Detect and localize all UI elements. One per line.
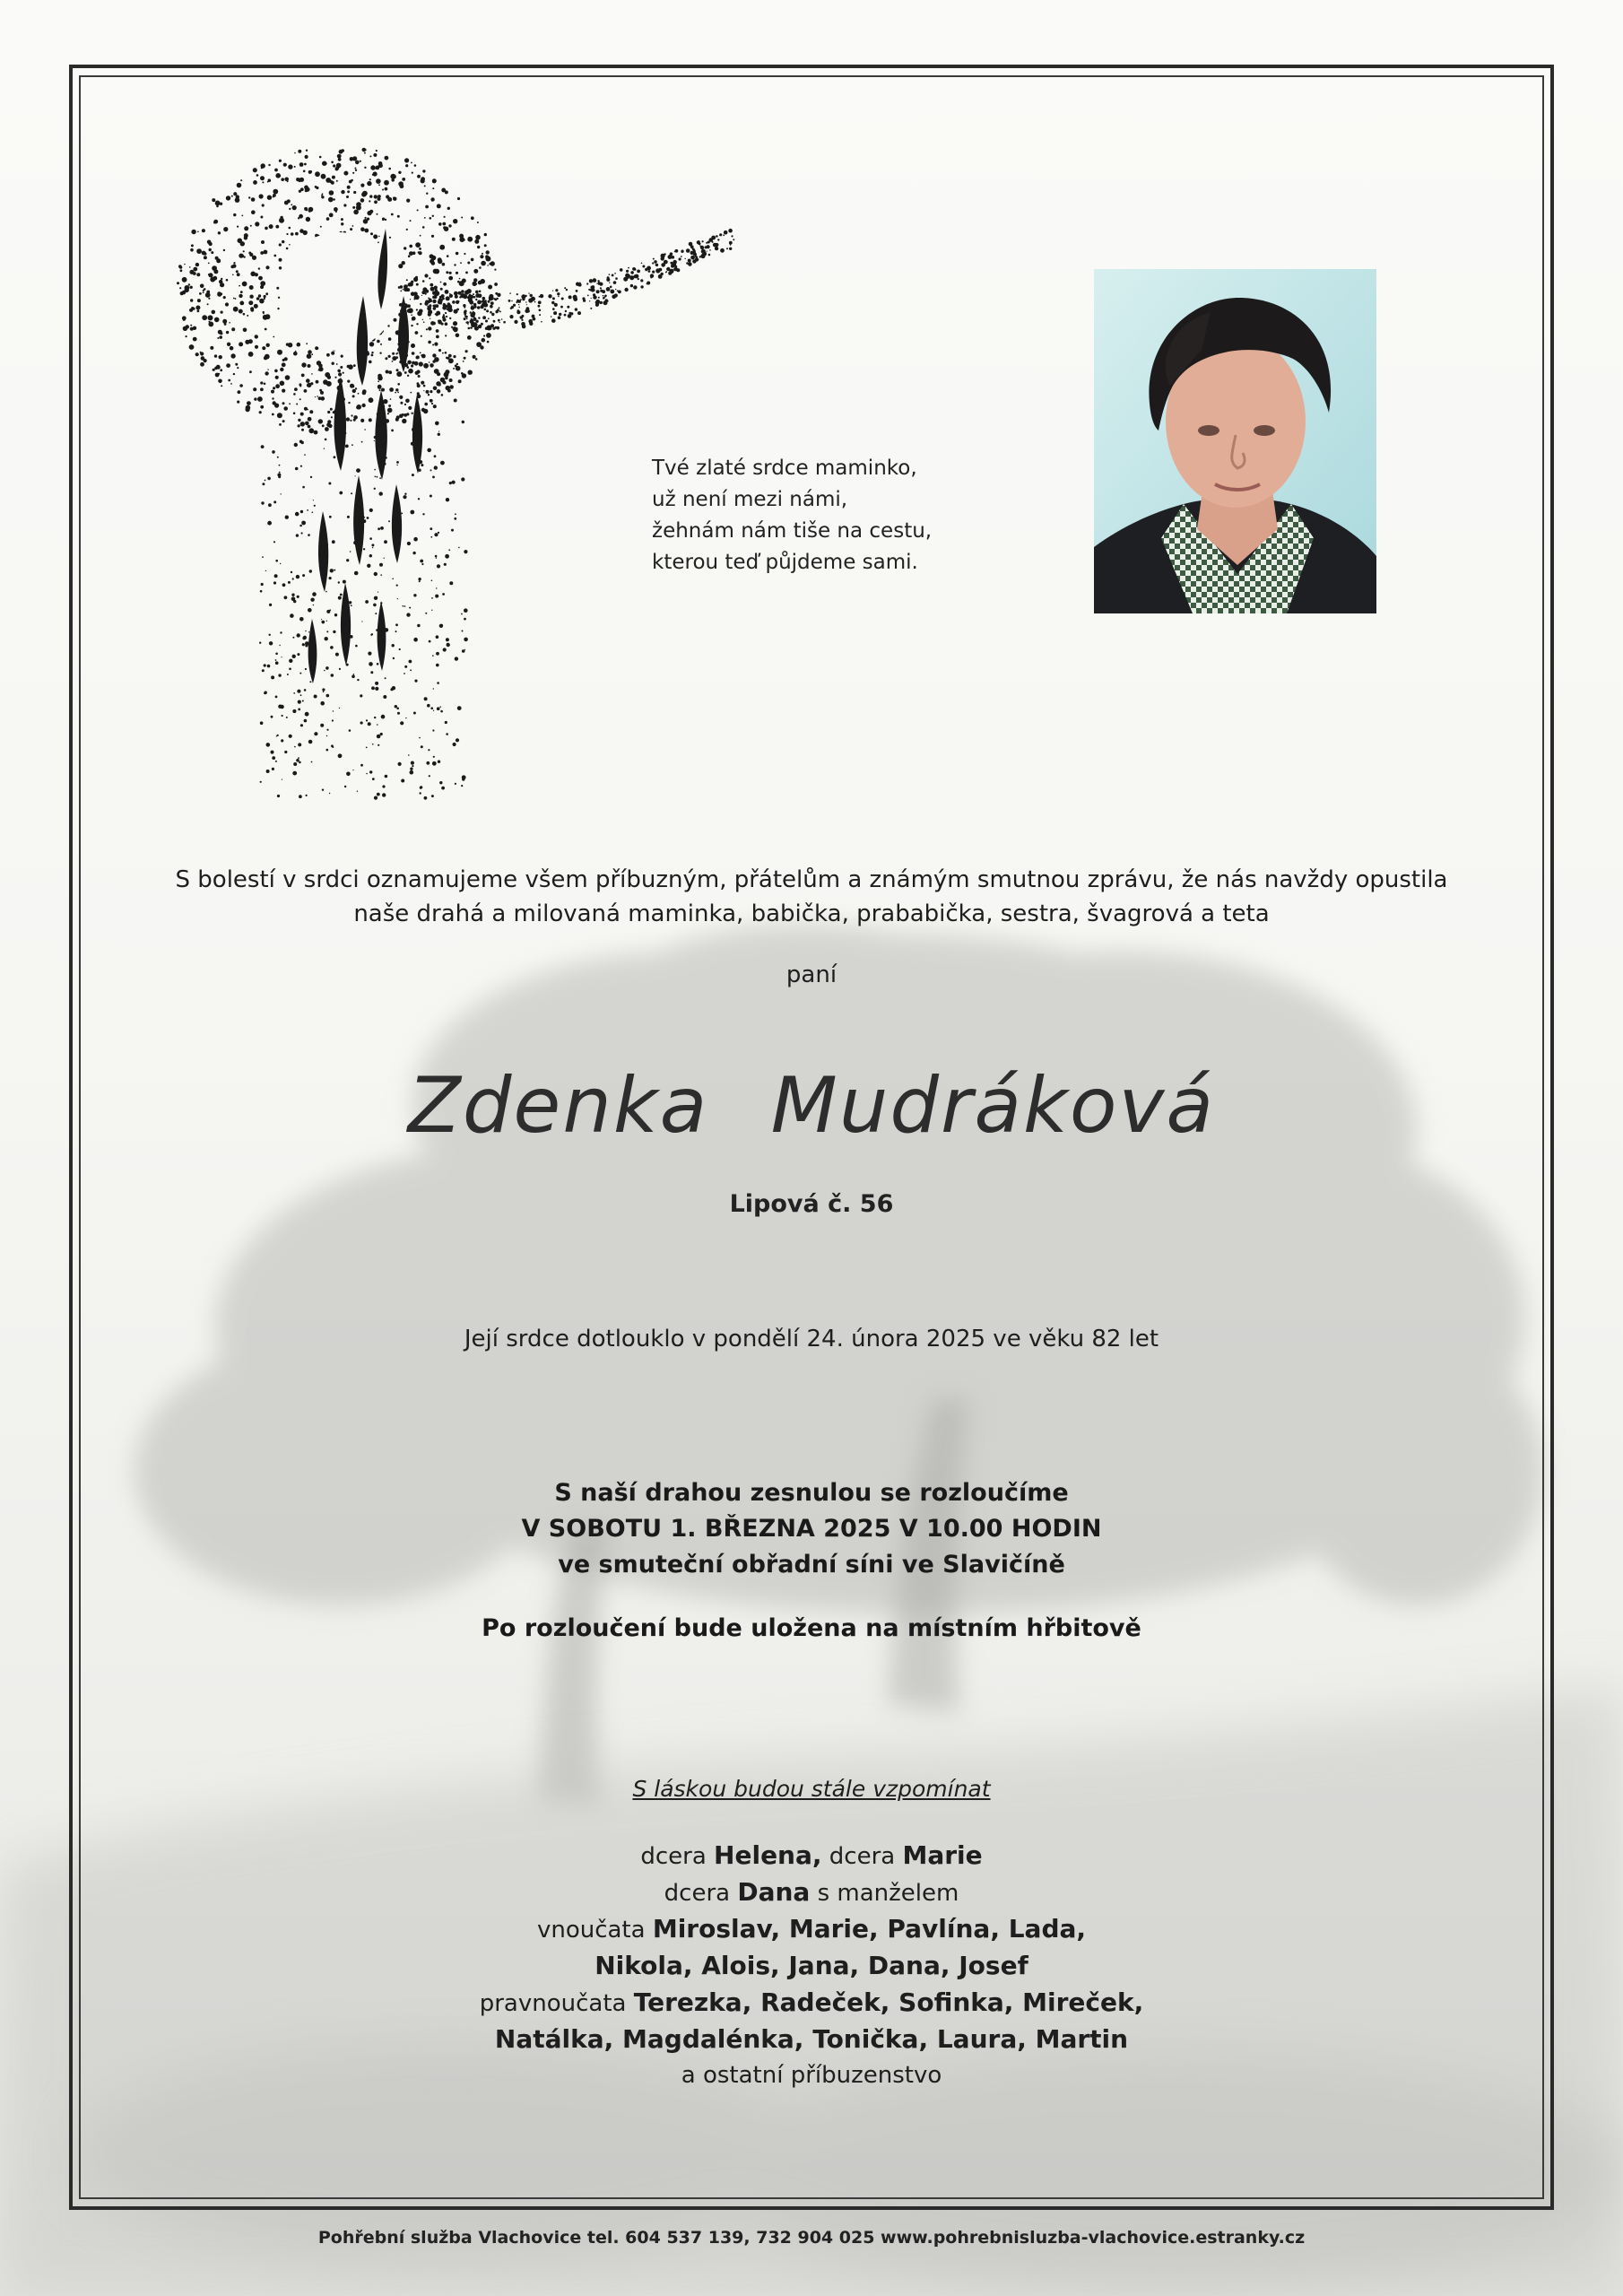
verse-line: žehnám nám tiše na cestu,	[652, 519, 933, 543]
portrait-photo	[1094, 269, 1376, 613]
mourner-name: Terezka, Radeček, Sofinka, Mireček,	[633, 1987, 1144, 2017]
mourners-list	[90, 1838, 1533, 2093]
mourner-line	[90, 2058, 1533, 2093]
mourner-name: Nikola, Alois, Jana, Dana, Josef	[595, 1951, 1028, 1980]
mourner-name: Dana	[737, 1877, 811, 1907]
mourner-line	[90, 1911, 1533, 1948]
relation-text: dcera	[664, 1880, 738, 1907]
mourner-line	[90, 1948, 1533, 1985]
mourner-name: Natálka, Magdalénka, Tonička, Laura, Martin	[494, 2024, 1129, 2054]
funeral-service-footer: Pohřební služba Vlachovice tel. 604 537 139, 732 904 025 www.pohrebnisluzba-vlachovice.estranky.cz	[317, 2228, 1306, 2248]
mourner-line	[90, 1985, 1533, 2022]
mourner-line	[90, 2022, 1533, 2058]
mourner-name: Helena,	[714, 1840, 822, 1870]
burial-info: Po rozloučení bude uložena na místním hřbitově	[482, 1614, 1141, 1642]
ceremony-info	[90, 1475, 1533, 1583]
announcement	[90, 863, 1533, 931]
verse-line: kterou teď půjdeme sami.	[652, 551, 918, 574]
relation-text: dcera	[640, 1843, 715, 1870]
deceased-address: Lipová č. 56	[729, 1190, 894, 1218]
ceremony-line: ve smuteční obřadní síni ve Slavičíně	[558, 1551, 1065, 1578]
salutation: paní	[785, 961, 838, 988]
mourner-line	[90, 1874, 1533, 1911]
relation-text: dcera	[821, 1843, 903, 1870]
death-info: Její srdce dotlouklo v pondělí 24. února 2025 ve věku 82 let	[464, 1326, 1159, 1352]
relation-text: s manželem	[810, 1880, 959, 1907]
memorial-verse	[652, 453, 1011, 578]
mourner-line	[90, 1838, 1533, 1874]
mourner-name: Marie	[902, 1840, 983, 1870]
relation-text: a ostatní příbuzenstvo	[681, 2062, 942, 2089]
verse-line: Tvé zlaté srdce maminko,	[652, 457, 917, 480]
relation-text: vnoučata	[536, 1917, 653, 1944]
relation-text: pravnoučata	[479, 1990, 634, 2017]
ceremony-line: S naší drahou zesnulou se rozloučíme	[554, 1479, 1069, 1507]
ceremony-line: V SOBOTU 1. BŘEZNA 2025 V 10.00 HODIN	[521, 1515, 1102, 1543]
deceased-name: Zdenka Mudráková	[407, 1061, 1216, 1151]
mourners-heading: S láskou budou stále vzpomínat	[632, 1776, 991, 1802]
verse-line: už není mezi námi,	[652, 488, 848, 511]
announcement-line: S bolestí v srdci oznamujeme všem příbuzným, přátelům a známým smutnou zprávu, že nás navždy opustila	[175, 866, 1448, 893]
announcement-line: naše drahá a milovaná maminka, babička, prababička, sestra, švagrová a teta	[353, 900, 1270, 927]
mourner-name: Miroslav, Marie, Pavlína, Lada,	[652, 1914, 1087, 1944]
